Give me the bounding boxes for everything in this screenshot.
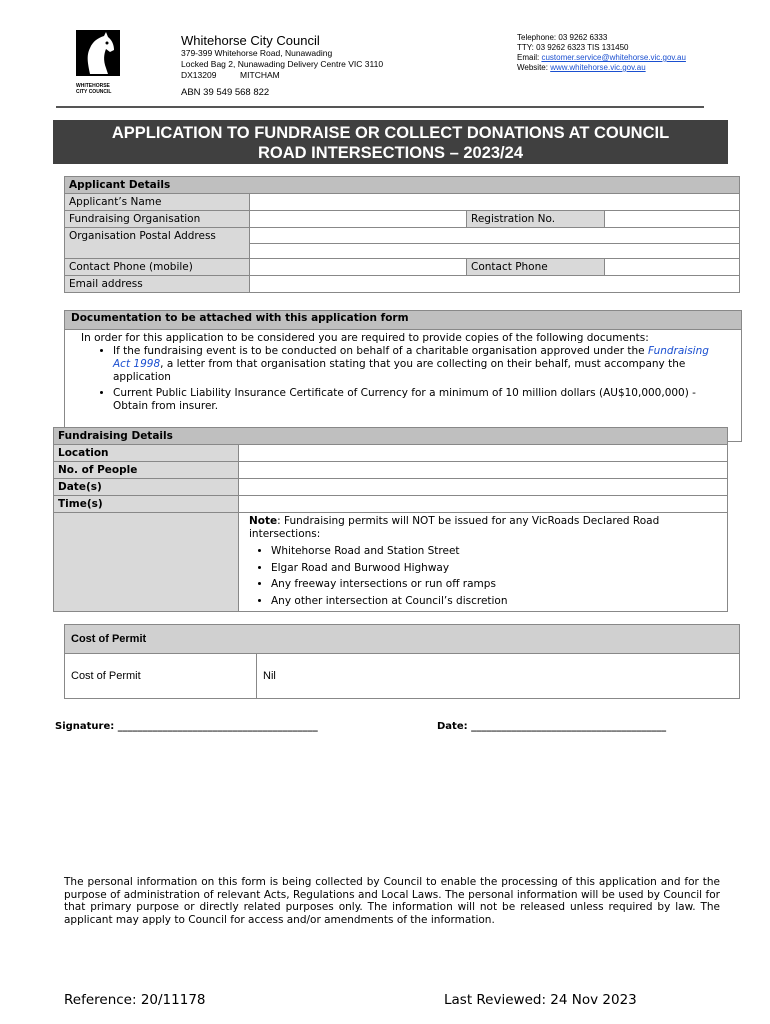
email-link[interactable]: customer.service@whitehorse.vic.gov.au xyxy=(541,53,686,62)
times-label: Time(s) xyxy=(54,496,239,513)
dates-label: Date(s) xyxy=(54,479,239,496)
documentation-item-2: • Current Public Liability Insurance Certificate of Currency for a minimum of 10 million dollars (AU$10,000,000) - Obtain from insurer. xyxy=(113,387,725,413)
fundraising-org-field[interactable] xyxy=(250,211,467,228)
note-text: : Fundraising permits will NOT be issued for any VicRoads Declared Road intersections: xyxy=(249,515,660,540)
form-title xyxy=(53,120,728,164)
registration-no-field[interactable] xyxy=(605,211,740,228)
privacy-statement: The personal information on this form is being collected by Council to enable the processing of this application and for the purpose of administration of relevant Acts, Regulations and Local Laws. The personal information will be used by Council for that primary purpose or directly related purposes only. The information will not be released unless required by law. The applicant may apply to Council for access and/or amendments of the information. xyxy=(64,876,720,926)
address-line-3: DX13209 MITCHAM xyxy=(181,70,280,80)
address-line-2: Locked Bag 2, Nunawading Delivery Centre VIC 3110 xyxy=(181,59,384,69)
tty: TTY: 03 9262 6323 TIS 131450 xyxy=(517,43,629,52)
note-label: Note xyxy=(249,515,278,527)
postal-address-label: Organisation Postal Address xyxy=(65,228,250,259)
fundraising-org-label: Fundraising Organisation xyxy=(65,211,250,228)
date-line[interactable]: Date: _______________________________________ xyxy=(437,721,667,732)
reference: Reference: 20/11178 xyxy=(64,992,206,1008)
form-title-line-2: ROAD INTERSECTIONS – 2023/24 xyxy=(258,144,523,162)
email-address-field[interactable] xyxy=(250,276,740,293)
documentation-item-1 xyxy=(113,345,725,384)
website-label: Website: xyxy=(517,63,551,72)
fundraising-details-table xyxy=(53,427,728,612)
website-link[interactable]: www.whitehorse.vic.gov.au xyxy=(550,63,646,72)
dates-field[interactable] xyxy=(239,479,728,496)
doc-item-1-text-end: , a letter from that organisation stating that you are collecting on their behalf, must accompany the application xyxy=(113,358,686,383)
logo-text-line-2: CITY COUNCIL xyxy=(76,89,112,95)
logo-text-line-1: WHITEHORSE xyxy=(76,83,110,89)
header-divider xyxy=(56,106,704,108)
cost-heading: Cost of Permit xyxy=(65,625,740,654)
signature-line[interactable]: Signature: ________________________________________ xyxy=(55,721,318,732)
postal-address-field-2[interactable] xyxy=(250,243,740,259)
excluded-road-item: • Any other intersection at Council’s discretion xyxy=(271,593,719,610)
road-note xyxy=(239,513,728,612)
mobile-phone-field[interactable] xyxy=(250,259,467,276)
email-address-label: Email address xyxy=(65,276,250,293)
documentation-heading: Documentation to be attached with this application form xyxy=(65,311,741,330)
cost-label: Cost of Permit xyxy=(65,654,257,699)
applicant-name-field[interactable] xyxy=(250,194,740,211)
excluded-road-item: • Whitehorse Road and Station Street xyxy=(271,543,719,560)
horse-head-icon xyxy=(76,30,120,76)
contact-phone-label: Contact Phone xyxy=(467,259,605,276)
form-title-line-1: APPLICATION TO FUNDRAISE OR COLLECT DONATIONS AT COUNCIL xyxy=(111,124,670,142)
telephone: Telephone: 03 9262 6333 xyxy=(517,33,608,42)
email-label: Email: xyxy=(517,53,542,62)
note-spacer xyxy=(54,513,239,612)
contact-phone-field[interactable] xyxy=(605,259,740,276)
address-line-1: 379-399 Whitehorse Road, Nunawading xyxy=(181,48,333,58)
organisation-name: Whitehorse City Council xyxy=(181,33,320,48)
applicant-details-heading: Applicant Details xyxy=(65,177,740,194)
fundraising-details-heading: Fundraising Details xyxy=(54,428,728,445)
postal-address-field-1[interactable] xyxy=(250,228,740,244)
excluded-road-item: • Any freeway intersections or run off ramps xyxy=(271,576,719,593)
excluded-road-item: • Elgar Road and Burwood Highway xyxy=(271,560,719,577)
people-field[interactable] xyxy=(239,462,728,479)
applicant-details-table xyxy=(64,176,740,293)
mobile-phone-label: Contact Phone (mobile) xyxy=(65,259,250,276)
council-logo xyxy=(76,30,120,95)
fundraising-act-link[interactable]: Fundraising Act 1998 xyxy=(113,345,709,370)
website-line xyxy=(517,63,646,73)
cost-of-permit-table xyxy=(64,624,740,699)
abn: ABN 39 549 568 822 xyxy=(181,87,270,98)
last-reviewed: Last Reviewed: 24 Nov 2023 xyxy=(444,992,637,1008)
documentation-section xyxy=(64,310,742,442)
times-field[interactable] xyxy=(239,496,728,513)
applicant-name-label: Applicant’s Name xyxy=(65,194,250,211)
registration-no-label: Registration No. xyxy=(467,211,605,228)
documentation-intro: In order for this application to be considered you are required to provide copies of the following documents: xyxy=(81,332,649,344)
cost-value: Nil xyxy=(257,654,740,699)
location-label: Location xyxy=(54,445,239,462)
doc-item-1-text: If the fundraising event is to be conducted on behalf of a charitable organisation approved under the xyxy=(113,345,648,357)
location-field[interactable] xyxy=(239,445,728,462)
people-label: No. of People xyxy=(54,462,239,479)
email-line xyxy=(517,53,686,63)
